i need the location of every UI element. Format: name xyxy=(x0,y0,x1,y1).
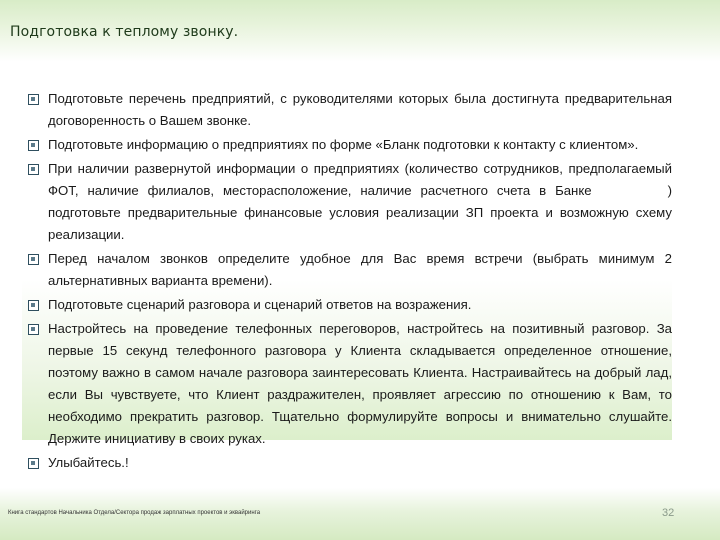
footer-source-text: Книга стандартов Начальника Отдела/Сектора продаж зарплатных проектов и эквайринга xyxy=(8,510,261,516)
bullet-text: Подготовьте информацию о предприятиях по форме «Бланк подготовки к контакту с клиентом». xyxy=(48,137,639,152)
bullet-item xyxy=(22,134,672,156)
checkbox-bullet-icon xyxy=(28,458,39,469)
bullet-item xyxy=(22,452,672,474)
content-box xyxy=(22,84,672,470)
slide-title: Подготовка к теплому звонку. xyxy=(10,24,239,40)
checkbox-bullet-icon xyxy=(28,140,39,151)
bullet-text: ) подготовьте предварительные финансовые условия реализации ЗП проекта и возможную схему реализации. xyxy=(48,183,672,242)
bullet-item xyxy=(22,248,672,292)
bullet-item xyxy=(22,158,672,246)
checkbox-bullet-icon xyxy=(28,164,39,175)
bullet-item xyxy=(22,88,672,132)
bullet-list xyxy=(22,88,672,476)
bullet-item xyxy=(22,318,672,450)
bullet-text: При наличии развернутой информации о предприятиях (количество сотрудников, предполагаемый ФОТ, наличие филиалов, месторасположение, наличие расчетного счета в Банке xyxy=(48,161,672,198)
bullet-text: Подготовьте сценарий разговора и сценарий ответов на возражения. xyxy=(48,297,472,312)
page-number: 32 xyxy=(662,507,675,519)
bullet-text: Улыбайтесь.! xyxy=(48,455,129,470)
checkbox-bullet-icon xyxy=(28,254,39,265)
checkbox-bullet-icon xyxy=(28,300,39,311)
checkbox-bullet-icon xyxy=(28,324,39,335)
bullet-text: Настройтесь на проведение телефонных переговоров, настройтесь на позитивный разговор. За первые 15 секунд телефонного разговора у Клиента складывается определенное отношение, поэтому важно в самом начале разговора заинтересовать Клиента. Настраивайтесь на добрый лад, если Вы чувствуете, что Клиент раздражителен, проявляет агрессию по отношению к Вам, то необходимо прекратить разговор. Тщательно формулируйте вопросы и внимательно слушайте. Держите инициативу в своих руках. xyxy=(48,321,672,446)
bullet-item xyxy=(22,294,672,316)
bullet-text: Перед началом звонков определите удобное для Вас время встречи (выбрать минимум 2 альтернативных варианта времени). xyxy=(48,251,672,288)
checkbox-bullet-icon xyxy=(28,94,39,105)
bullet-text: Подготовьте перечень предприятий, с руководителями которых была достигнута предварительная договоренность о Вашем звонке. xyxy=(48,91,672,128)
